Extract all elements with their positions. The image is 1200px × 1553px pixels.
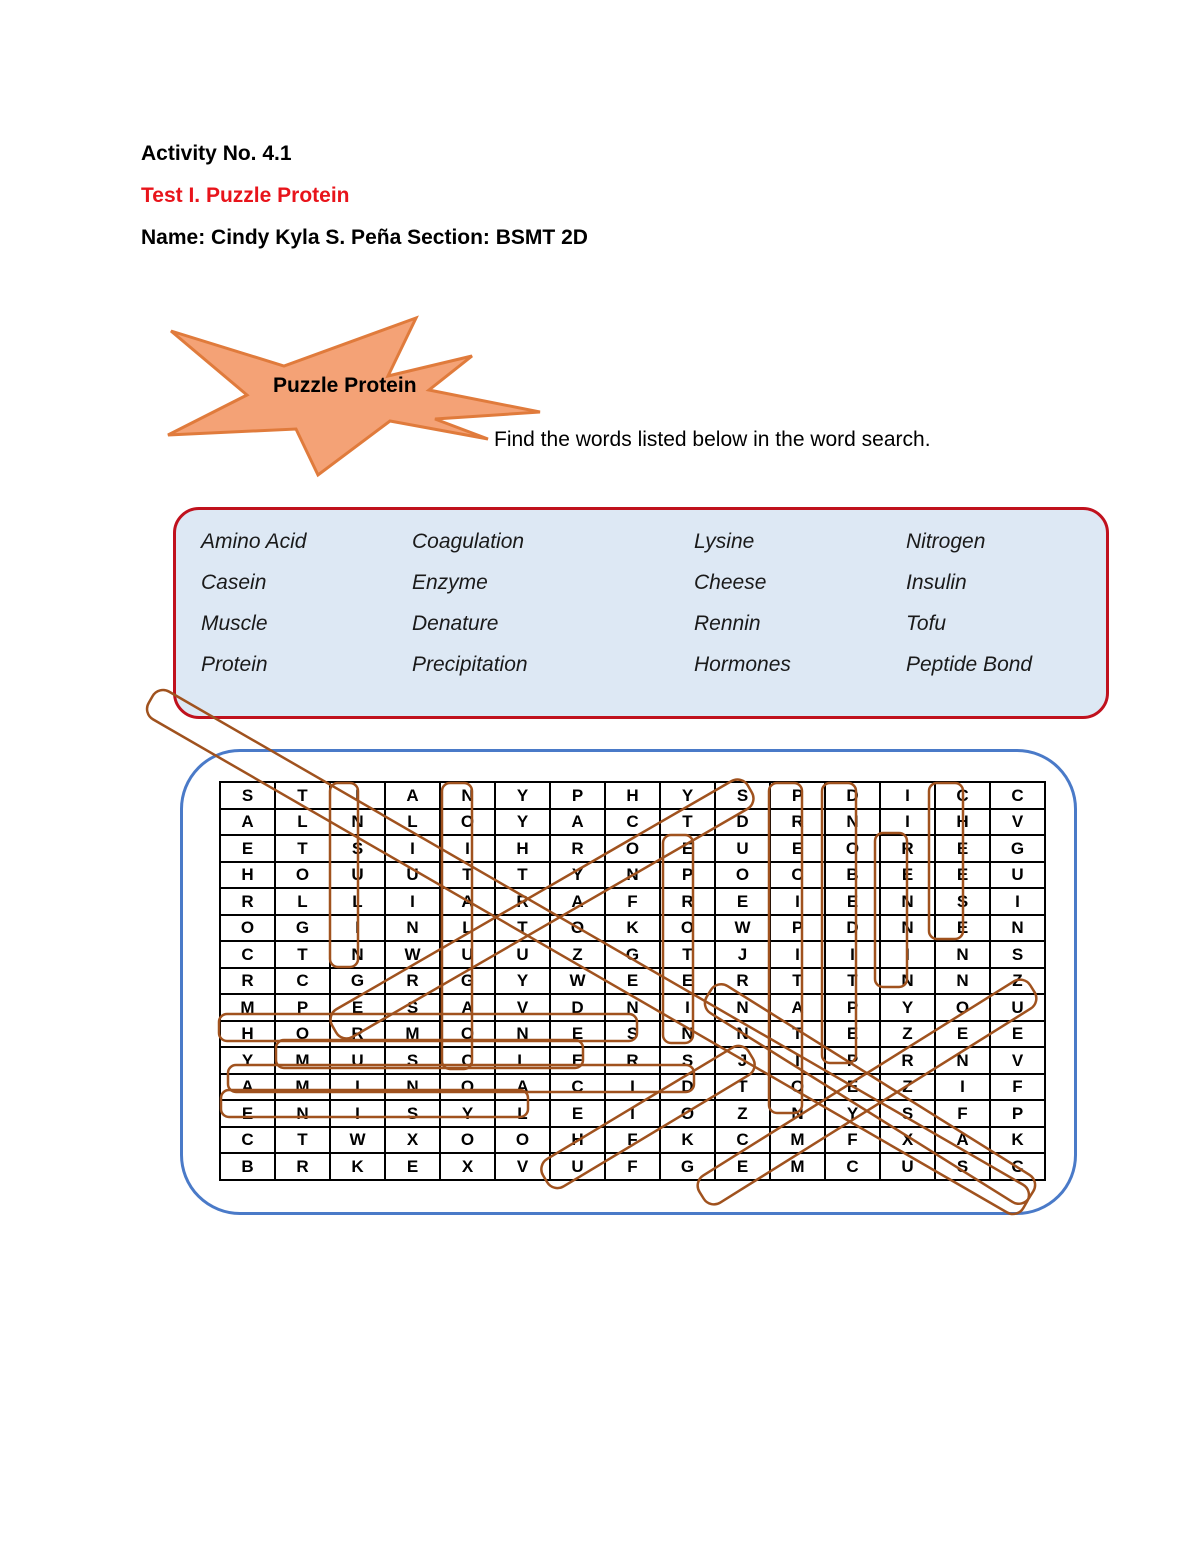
grid-cell: R <box>275 1153 330 1180</box>
grid-cell: N <box>935 941 990 968</box>
grid-cell: R <box>605 1047 660 1074</box>
grid-cell: H <box>495 835 550 862</box>
word-item: Denature <box>412 612 499 635</box>
grid-cell: E <box>220 835 275 862</box>
grid-cell: I <box>440 835 495 862</box>
grid-cell: T <box>275 1127 330 1154</box>
grid-cell: B <box>220 1153 275 1180</box>
grid-cell: O <box>220 915 275 942</box>
grid-cell: S <box>715 782 770 809</box>
grid-cell: R <box>880 835 935 862</box>
grid-cell: L <box>275 809 330 836</box>
grid-cell: Y <box>825 1100 880 1127</box>
grid-cell: O <box>275 1021 330 1048</box>
grid-cell: N <box>935 1047 990 1074</box>
grid-row <box>220 862 1045 889</box>
grid-cell: K <box>605 915 660 942</box>
grid-cell: P <box>660 862 715 889</box>
grid-row <box>220 915 1045 942</box>
word-item: Tofu <box>906 612 947 635</box>
grid-cell: N <box>770 1100 825 1127</box>
grid-cell: D <box>715 809 770 836</box>
grid-cell: E <box>660 968 715 995</box>
grid-cell: I <box>605 1074 660 1101</box>
grid-cell: Y <box>440 1100 495 1127</box>
grid-cell: T <box>440 862 495 889</box>
grid-cell: T <box>770 1021 825 1048</box>
grid-cell: L <box>495 1100 550 1127</box>
word-item: Precipitation <box>412 653 528 676</box>
grid-cell: F <box>605 888 660 915</box>
name-section-line: Name: Cindy Kyla S. Peña Section: BSMT 2D <box>141 226 588 249</box>
grid-cell: O <box>440 1127 495 1154</box>
grid-cell: T <box>275 835 330 862</box>
word-item: Cheese <box>694 571 767 594</box>
grid-cell: Y <box>220 1047 275 1074</box>
grid-row <box>220 1047 1045 1074</box>
grid-cell: S <box>220 782 275 809</box>
grid-cell: Z <box>715 1100 770 1127</box>
grid-cell: O <box>605 835 660 862</box>
grid-cell: I <box>880 782 935 809</box>
grid-cell: O <box>495 1127 550 1154</box>
grid-cell: Z <box>880 1074 935 1101</box>
grid-cell: R <box>770 809 825 836</box>
grid-row <box>220 782 1045 809</box>
grid-cell: W <box>550 968 605 995</box>
grid-cell: S <box>385 994 440 1021</box>
grid-cell: Z <box>990 968 1045 995</box>
grid-cell: N <box>715 994 770 1021</box>
grid-cell: R <box>385 968 440 995</box>
grid-cell: G <box>275 915 330 942</box>
grid-cell: C <box>220 1127 275 1154</box>
grid-cell: I <box>605 1100 660 1127</box>
grid-cell: Z <box>880 1021 935 1048</box>
grid-cell: E <box>935 1021 990 1048</box>
word-list-box <box>173 507 1109 719</box>
grid-cell: D <box>825 915 880 942</box>
grid-cell: E <box>550 1021 605 1048</box>
grid-cell: R <box>715 968 770 995</box>
grid-cell: H <box>550 1127 605 1154</box>
grid-cell: C <box>550 1074 605 1101</box>
grid-cell: L <box>385 809 440 836</box>
grid-cell: N <box>385 915 440 942</box>
grid-cell: P <box>825 1047 880 1074</box>
grid-cell: R <box>495 888 550 915</box>
grid-cell: N <box>880 888 935 915</box>
grid-cell: N <box>880 915 935 942</box>
word-search-grid <box>219 781 1046 1181</box>
grid-cell: U <box>495 941 550 968</box>
grid-cell: U <box>990 862 1045 889</box>
grid-cell: O <box>825 835 880 862</box>
grid-cell: E <box>660 835 715 862</box>
grid-cell: I <box>770 888 825 915</box>
grid-cell: R <box>330 1021 385 1048</box>
grid-cell: O <box>935 994 990 1021</box>
grid-cell: G <box>660 1153 715 1180</box>
grid-cell: P <box>990 1100 1045 1127</box>
grid-cell: I <box>330 915 385 942</box>
grid-cell: M <box>275 1047 330 1074</box>
grid-cell: F <box>825 1127 880 1154</box>
grid-cell: Y <box>660 782 715 809</box>
grid-cell: W <box>385 941 440 968</box>
grid-cell: O <box>440 1021 495 1048</box>
grid-cell: M <box>220 994 275 1021</box>
grid-cell: U <box>550 1153 605 1180</box>
grid-cell: E <box>605 968 660 995</box>
word-item: Protein <box>201 653 268 676</box>
grid-cell: I <box>880 941 935 968</box>
grid-cell: N <box>880 968 935 995</box>
grid-cell: A <box>220 1074 275 1101</box>
grid-cell: U <box>330 862 385 889</box>
grid-cell: Y <box>495 968 550 995</box>
grid-cell: V <box>495 994 550 1021</box>
grid-cell: G <box>990 835 1045 862</box>
grid-cell: T <box>275 941 330 968</box>
grid-cell: L <box>330 888 385 915</box>
grid-cell: A <box>770 994 825 1021</box>
grid-cell: K <box>330 1153 385 1180</box>
grid-cell: D <box>550 994 605 1021</box>
grid-cell: E <box>825 1021 880 1048</box>
grid-cell: N <box>495 1021 550 1048</box>
grid-cell: I <box>660 994 715 1021</box>
grid-cell: O <box>660 915 715 942</box>
grid-cell: K <box>990 1127 1045 1154</box>
grid-cell: A <box>220 809 275 836</box>
grid-cell: S <box>990 941 1045 968</box>
word-item: Casein <box>201 571 267 594</box>
grid-cell: M <box>385 1021 440 1048</box>
grid-cell: N <box>990 915 1045 942</box>
grid-cell: O <box>660 1100 715 1127</box>
grid-cell: T <box>495 862 550 889</box>
grid-cell: U <box>880 1153 935 1180</box>
grid-cell: U <box>330 1047 385 1074</box>
grid-cell: O <box>275 862 330 889</box>
grid-cell: W <box>330 1127 385 1154</box>
puzzle-protein-label: Puzzle Protein <box>273 374 417 397</box>
grid-cell: A <box>385 782 440 809</box>
grid-cell: E <box>715 888 770 915</box>
grid-cell: N <box>440 782 495 809</box>
grid-cell: E <box>550 1100 605 1127</box>
word-item: Muscle <box>201 612 268 635</box>
grid-cell: C <box>275 968 330 995</box>
grid-cell: U <box>990 994 1045 1021</box>
grid-cell: L <box>495 1047 550 1074</box>
grid-cell: N <box>605 994 660 1021</box>
grid-row <box>220 888 1045 915</box>
grid-cell: P <box>825 994 880 1021</box>
grid-cell: S <box>605 1021 660 1048</box>
grid-cell: D <box>660 1074 715 1101</box>
grid-cell: T <box>275 782 330 809</box>
activity-title: Activity No. 4.1 <box>141 142 292 165</box>
word-item: Nitrogen <box>906 530 986 553</box>
grid-cell: Y <box>495 809 550 836</box>
grid-cell: H <box>605 782 660 809</box>
grid-cell: U <box>715 835 770 862</box>
grid-cell: F <box>605 1127 660 1154</box>
grid-cell: E <box>990 1021 1045 1048</box>
grid-cell: I <box>330 1074 385 1101</box>
grid-cell: I <box>330 782 385 809</box>
grid-cell: S <box>660 1047 715 1074</box>
grid-cell: C <box>440 1047 495 1074</box>
grid-cell: S <box>330 835 385 862</box>
grid-cell: O <box>440 1074 495 1101</box>
grid-cell: F <box>935 1100 990 1127</box>
grid-cell: S <box>935 888 990 915</box>
grid-cell: V <box>495 1153 550 1180</box>
grid-cell: E <box>220 1100 275 1127</box>
grid-cell: A <box>495 1074 550 1101</box>
grid-cell: R <box>880 1047 935 1074</box>
grid-row <box>220 809 1045 836</box>
grid-cell: S <box>385 1100 440 1127</box>
word-item: Insulin <box>906 571 967 594</box>
grid-cell: I <box>770 941 825 968</box>
grid-cell: E <box>385 1153 440 1180</box>
grid-cell: I <box>990 888 1045 915</box>
grid-row <box>220 835 1045 862</box>
grid-row <box>220 994 1045 1021</box>
grid-cell: G <box>605 941 660 968</box>
grid-cell: P <box>550 782 605 809</box>
grid-cell: A <box>440 994 495 1021</box>
grid-cell: S <box>385 1047 440 1074</box>
instruction-text: Find the words listed below in the word search. <box>494 428 931 451</box>
grid-cell: B <box>825 862 880 889</box>
grid-cell: X <box>440 1153 495 1180</box>
grid-cell: E <box>935 835 990 862</box>
grid-cell: A <box>935 1127 990 1154</box>
grid-cell: T <box>715 1074 770 1101</box>
grid-cell: H <box>220 1021 275 1048</box>
grid-row <box>220 1021 1045 1048</box>
grid-cell: Y <box>550 862 605 889</box>
grid-cell: I <box>880 809 935 836</box>
grid-cell: L <box>275 888 330 915</box>
grid-cell: E <box>770 835 825 862</box>
grid-cell: T <box>660 809 715 836</box>
grid-cell: R <box>550 835 605 862</box>
grid-cell: N <box>330 941 385 968</box>
grid-cell: R <box>220 968 275 995</box>
grid-cell: G <box>440 968 495 995</box>
word-item: Enzyme <box>412 571 488 594</box>
grid-row <box>220 1153 1045 1180</box>
grid-cell: T <box>825 968 880 995</box>
grid-cell: I <box>385 835 440 862</box>
grid-cell: T <box>770 968 825 995</box>
grid-cell: V <box>990 809 1045 836</box>
grid-cell: X <box>880 1127 935 1154</box>
grid-cell: N <box>935 968 990 995</box>
word-item: Hormones <box>694 653 791 676</box>
grid-cell: I <box>935 1074 990 1101</box>
grid-cell: H <box>220 862 275 889</box>
grid-cell: C <box>825 1153 880 1180</box>
grid-cell: A <box>550 809 605 836</box>
grid-cell: T <box>660 941 715 968</box>
grid-cell: P <box>770 915 825 942</box>
grid-cell: C <box>770 862 825 889</box>
grid-cell: E <box>825 1074 880 1101</box>
grid-cell: C <box>220 941 275 968</box>
word-item: Rennin <box>694 612 761 635</box>
grid-cell: C <box>715 1127 770 1154</box>
word-item: Amino Acid <box>201 530 307 553</box>
grid-cell: V <box>990 1047 1045 1074</box>
grid-cell: H <box>935 809 990 836</box>
grid-cell: J <box>715 941 770 968</box>
grid-cell: O <box>440 809 495 836</box>
grid-cell: S <box>935 1153 990 1180</box>
grid-cell: S <box>880 1100 935 1127</box>
grid-cell: O <box>550 915 605 942</box>
grid-cell: U <box>440 941 495 968</box>
grid-cell: I <box>385 888 440 915</box>
grid-cell: M <box>275 1074 330 1101</box>
grid-cell: E <box>715 1153 770 1180</box>
grid-cell: O <box>715 862 770 889</box>
grid-cell: R <box>660 888 715 915</box>
grid-cell: X <box>385 1127 440 1154</box>
grid-cell: U <box>385 862 440 889</box>
grid-cell: E <box>330 994 385 1021</box>
grid-cell: N <box>385 1074 440 1101</box>
grid-cell: Z <box>550 941 605 968</box>
grid-cell: C <box>990 782 1045 809</box>
grid-cell: I <box>770 1047 825 1074</box>
grid-cell: C <box>935 782 990 809</box>
grid-cell: N <box>715 1021 770 1048</box>
grid-cell: K <box>660 1127 715 1154</box>
grid-cell: E <box>935 862 990 889</box>
grid-row <box>220 1074 1045 1101</box>
grid-cell: I <box>825 941 880 968</box>
grid-row <box>220 1100 1045 1127</box>
grid-cell: E <box>550 1047 605 1074</box>
grid-cell: T <box>495 915 550 942</box>
grid-cell: R <box>220 888 275 915</box>
grid-cell: E <box>935 915 990 942</box>
grid-cell: F <box>605 1153 660 1180</box>
grid-cell: G <box>330 968 385 995</box>
grid-cell: L <box>440 915 495 942</box>
word-item: Coagulation <box>412 530 525 553</box>
grid-cell: C <box>605 809 660 836</box>
grid-cell: N <box>605 862 660 889</box>
grid-cell: C <box>990 1153 1045 1180</box>
test-title: Test I. Puzzle Protein <box>141 184 350 207</box>
grid-cell: O <box>770 1074 825 1101</box>
grid-cell: M <box>770 1127 825 1154</box>
grid-row <box>220 1127 1045 1154</box>
grid-cell: A <box>440 888 495 915</box>
grid-cell: I <box>330 1100 385 1127</box>
grid-cell: F <box>990 1074 1045 1101</box>
word-item: Lysine <box>694 530 755 553</box>
grid-cell: J <box>715 1047 770 1074</box>
grid-cell: N <box>825 809 880 836</box>
grid-cell: E <box>825 888 880 915</box>
grid-cell: Y <box>495 782 550 809</box>
grid-cell: N <box>275 1100 330 1127</box>
grid-row <box>220 968 1045 995</box>
word-item: Peptide Bond <box>906 653 1033 676</box>
grid-cell: M <box>770 1153 825 1180</box>
grid-cell: P <box>275 994 330 1021</box>
grid-cell: W <box>715 915 770 942</box>
grid-cell: D <box>825 782 880 809</box>
grid-cell: Y <box>880 994 935 1021</box>
grid-cell: P <box>770 782 825 809</box>
grid-cell: N <box>660 1021 715 1048</box>
grid-cell: N <box>330 809 385 836</box>
grid-cell: A <box>550 888 605 915</box>
grid-row <box>220 941 1045 968</box>
grid-cell: E <box>880 862 935 889</box>
